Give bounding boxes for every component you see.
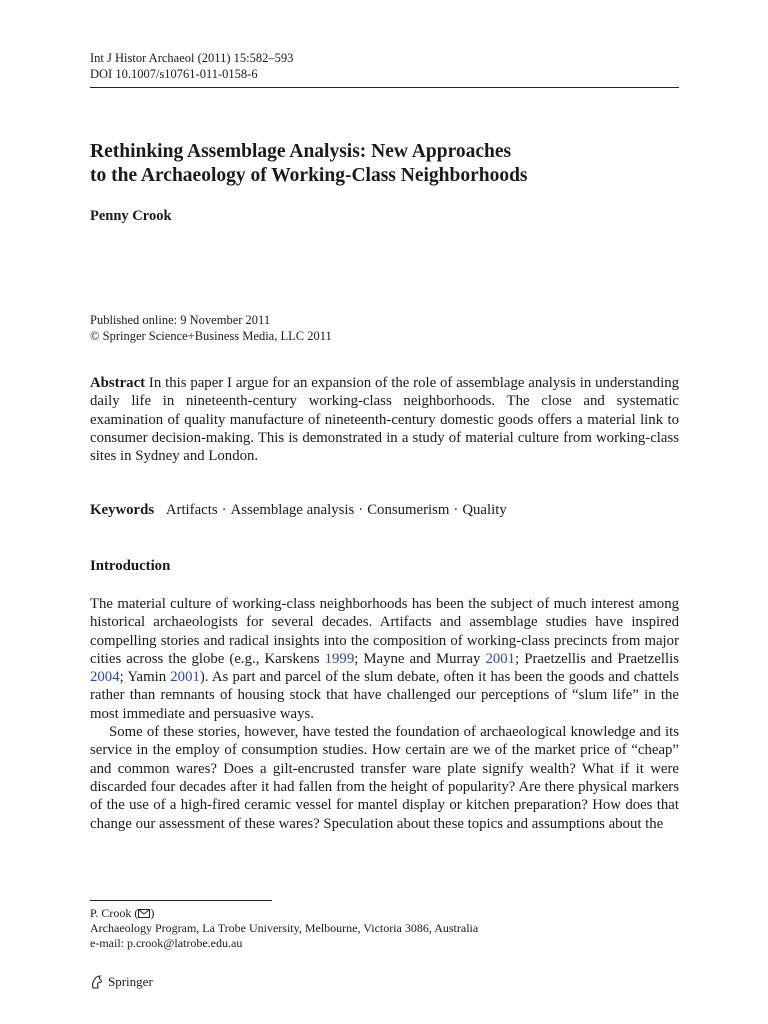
text-run: ; Praetzellis and Praetzellis [515,650,679,667]
abstract-label: Abstract [90,375,146,391]
text-run: ). As part and parcel of the slum debate, often it has been the goods and chattels rather than remnants of housing stock that have challenged our perceptions of “slum life” in the most immediate and persuasive ways. [90,669,679,722]
text-run: ; Yamin [119,669,171,686]
footnote-rule [90,900,272,901]
keyword: Quality [462,502,507,518]
keyword: Consumerism [367,502,450,518]
text-run: ; Mayne and Murray [354,650,486,667]
footnote-name-end: ) [150,906,155,920]
footnote-author [90,906,478,921]
citation-link[interactable]: 2001 [170,669,200,686]
title-line-1: Rethinking Assemblage Analysis: New Approaches [90,141,512,162]
keyword-separator: · [453,502,459,518]
title-line-2: to the Archaeology of Working-Class Neighborhoods [90,165,528,186]
keyword: Assemblage analysis [230,502,355,518]
citation-link[interactable]: 1999 [324,650,355,667]
keywords [90,502,507,519]
paragraph [90,595,679,723]
article-title [90,140,528,188]
citation-link[interactable]: 2004 [90,669,120,686]
journal-citation: Int J Histor Archaeol (2011) 15:582–593 [90,51,294,65]
citation-link[interactable]: 2001 [485,650,516,667]
published-date: Published online: 9 November 2011 [90,313,271,327]
keyword-separator: · [358,502,364,518]
abstract-text: In this paper I argue for an expansion of the role of assemblage analysis in understanding daily life in nineteenth-century working-class neighborhoods. The close and systematic examination of quality manufacture of nineteenth-century domestic goods offers a material link to consumer decision-making. This is demonstrated in a study of material culture from working-class sites in Sydney and London. [90,375,679,465]
keywords-label: Keywords [90,502,155,518]
text-run: The material culture of working-class neighborhoods has been the subject of much interest among historical archaeologists for several decades. Artifacts and assemblage studies have inspired compelling stories and radical insights into the composition of working-class precincts from major cities across the globe (e.g., Karskens [90,596,679,667]
footnote-name: P. Crook ( [90,906,139,920]
footnote-email[interactable]: e-mail: p.crook@latrobe.edu.au [90,936,243,950]
author-name: Penny Crook [90,208,172,224]
publication-info [90,312,332,344]
section-heading-introduction: Introduction [90,558,171,574]
publisher-logo [90,974,153,990]
paragraph: Some of these stories, however, have tested the foundation of archaeological knowledge and its service in the employ of consumption studies. How certain are we of the market price of “cheap” and common wares? Does a gilt-encrusted transfer ware plate signify wealth? What if it were discarded four decades after it had fallen from the height of popularity? Are there physical markers of the use of a high-fired ceramic vessel for mantel display or kitchen preparation? How does that change our assessment of these wares? Speculation about these topics and assumptions about the [90,724,679,832]
journal-header [90,50,293,82]
envelope-icon[interactable] [138,906,150,921]
footnote [90,906,478,951]
springer-horse-icon [90,975,104,989]
abstract [90,374,679,465]
keyword: Artifacts [165,502,218,518]
copyright-line: © Springer Science+Business Media, LLC 2011 [90,329,332,343]
header-rule [90,87,679,88]
introduction-body [90,595,679,833]
publisher-name: Springer [108,974,153,989]
keyword-separator: · [221,502,227,518]
doi: DOI 10.1007/s10761-011-0158-6 [90,67,258,81]
footnote-affiliation: Archaeology Program, La Trobe University, Melbourne, Victoria 3086, Australia [90,921,479,935]
